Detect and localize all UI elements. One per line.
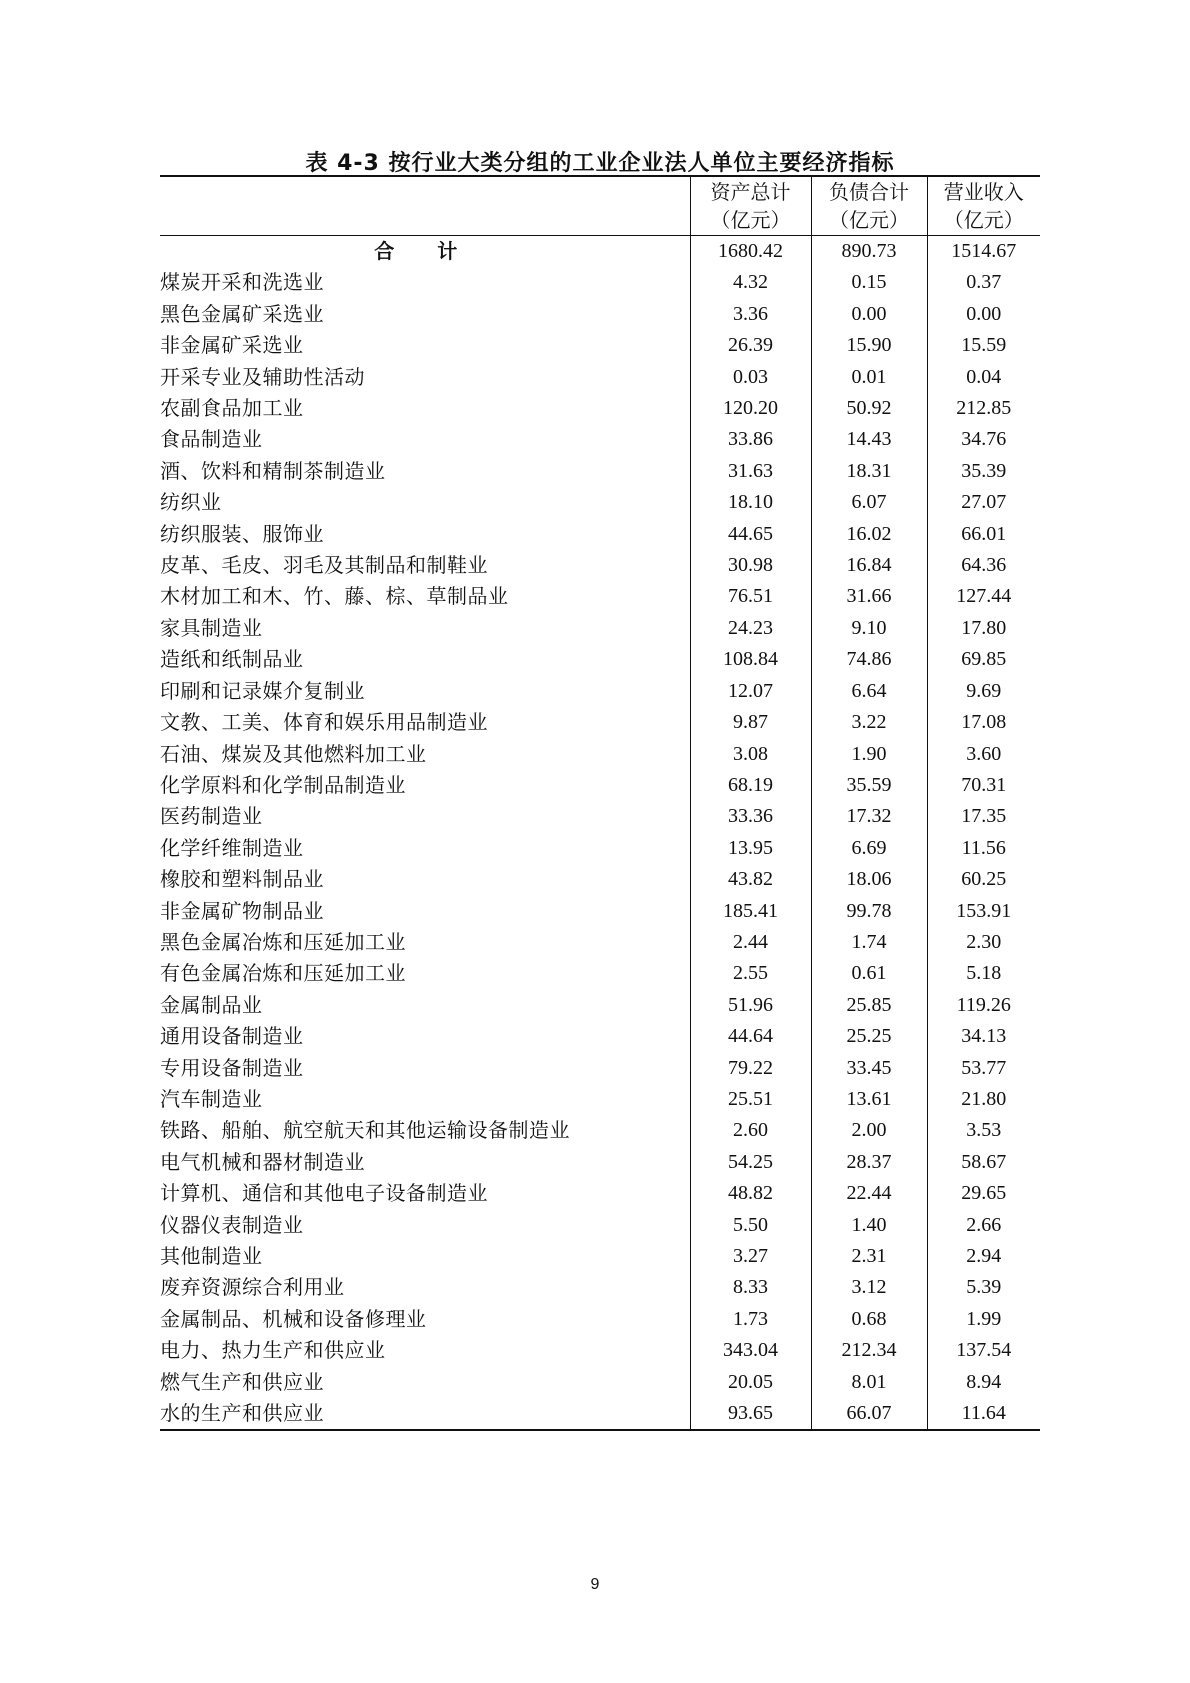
- assets-value: 120.20: [690, 393, 811, 424]
- liabilities-value: 13.61: [811, 1084, 927, 1115]
- table-row: [160, 739, 1040, 770]
- assets-value: 25.51: [690, 1084, 811, 1115]
- revenue-value: 17.35: [927, 801, 1040, 832]
- industry-name: 开采专业及辅助性活动: [160, 364, 365, 389]
- liabilities-value: 0.15: [811, 267, 927, 298]
- assets-value: 9.87: [690, 707, 811, 738]
- assets-value: 51.96: [690, 990, 811, 1021]
- industry-name: 燃气生产和供应业: [160, 1369, 324, 1394]
- revenue-value: 34.13: [927, 1021, 1040, 1052]
- liabilities-value: 3.12: [811, 1272, 927, 1303]
- table-row: [160, 1335, 1040, 1366]
- industry-name: 水的生产和供应业: [160, 1401, 324, 1426]
- header-industry: [160, 176, 690, 236]
- industry-name: 家具制造业: [160, 615, 263, 640]
- liabilities-value: 17.32: [811, 801, 927, 832]
- revenue-value: 11.56: [927, 833, 1040, 864]
- table-row: [160, 1084, 1040, 1115]
- revenue-value: 127.44: [927, 581, 1040, 612]
- liabilities-value: 74.86: [811, 644, 927, 675]
- assets-value: 1.73: [690, 1304, 811, 1335]
- revenue-value: 3.53: [927, 1115, 1040, 1146]
- industry-name: 铁路、船舶、航空航天和其他运输设备制造业: [160, 1118, 570, 1143]
- revenue-value: 60.25: [927, 864, 1040, 895]
- table-row: [160, 707, 1040, 738]
- liabilities-value: 16.02: [811, 519, 927, 550]
- revenue-value: 5.18: [927, 958, 1040, 989]
- liabilities-value: 2.31: [811, 1241, 927, 1272]
- revenue-value: 2.94: [927, 1241, 1040, 1272]
- revenue-value: 11.64: [927, 1398, 1040, 1430]
- revenue-value: 9.69: [927, 676, 1040, 707]
- header-revenue-unit: （亿元）: [943, 208, 1024, 232]
- liabilities-value: 8.01: [811, 1367, 927, 1398]
- industry-name: 非金属矿物制品业: [160, 898, 324, 923]
- industry-name: 电气机械和器材制造业: [160, 1149, 365, 1174]
- industry-name: 计算机、通信和其他电子设备制造业: [160, 1181, 488, 1206]
- industry-name: 黑色金属矿采选业: [160, 301, 324, 326]
- header-assets-unit: （亿元）: [710, 208, 791, 232]
- industry-name: 皮革、毛皮、羽毛及其制品和制鞋业: [160, 553, 488, 578]
- industry-name: 食品制造业: [160, 427, 263, 452]
- table-row: [160, 1147, 1040, 1178]
- table-row: [160, 958, 1040, 989]
- revenue-value: 2.66: [927, 1210, 1040, 1241]
- table-row: [160, 299, 1040, 330]
- revenue-value: 153.91: [927, 896, 1040, 927]
- revenue-value: 0.00: [927, 299, 1040, 330]
- liabilities-value: 9.10: [811, 613, 927, 644]
- assets-value: 44.64: [690, 1021, 811, 1052]
- table-row: [160, 1241, 1040, 1272]
- industry-name: 其他制造业: [160, 1244, 263, 1268]
- assets-value: 26.39: [690, 330, 811, 361]
- industry-name: 文教、工美、体育和娱乐用品制造业: [160, 710, 488, 735]
- table-row: [160, 833, 1040, 864]
- industry-name: 木材加工和木、竹、藤、棕、草制品业: [160, 584, 509, 609]
- assets-value: 8.33: [690, 1272, 811, 1303]
- assets-value: 343.04: [690, 1335, 811, 1366]
- table-row: [160, 801, 1040, 832]
- industry-name: 电力、热力生产和供应业: [160, 1338, 386, 1363]
- liabilities-value: 212.34: [811, 1335, 927, 1366]
- industry-name: 通用设备制造业: [160, 1024, 304, 1049]
- table-row: [160, 990, 1040, 1021]
- liabilities-value: 890.73: [811, 236, 927, 268]
- industry-name: 汽车制造业: [160, 1086, 263, 1111]
- assets-value: 43.82: [690, 864, 811, 895]
- assets-value: 33.36: [690, 801, 811, 832]
- revenue-value: 1514.67: [927, 236, 1040, 268]
- liabilities-value: 99.78: [811, 896, 927, 927]
- industry-name: 化学纤维制造业: [160, 835, 304, 860]
- assets-value: 3.36: [690, 299, 811, 330]
- industry-name: 酒、饮料和精制茶制造业: [160, 458, 386, 483]
- table-row: [160, 362, 1040, 393]
- industry-name: 废弃资源综合利用业: [160, 1275, 345, 1300]
- header-assets-label: 资产总计: [710, 180, 791, 204]
- revenue-value: 17.80: [927, 613, 1040, 644]
- table-row: [160, 519, 1040, 550]
- table-row: [160, 330, 1040, 361]
- header-assets: [690, 176, 811, 236]
- table-row: [160, 1021, 1040, 1052]
- liabilities-value: 18.31: [811, 456, 927, 487]
- assets-value: 185.41: [690, 896, 811, 927]
- table-row: [160, 1210, 1040, 1241]
- industry-name: 黑色金属冶炼和压延加工业: [160, 929, 406, 954]
- table-row: [160, 644, 1040, 675]
- revenue-value: 17.08: [927, 707, 1040, 738]
- header-revenue-label: 营业收入: [943, 180, 1024, 204]
- header-liabilities-label: 负债合计: [829, 180, 909, 204]
- liabilities-value: 14.43: [811, 424, 927, 455]
- revenue-value: 137.54: [927, 1335, 1040, 1366]
- assets-value: 5.50: [690, 1210, 811, 1241]
- liabilities-value: 25.85: [811, 990, 927, 1021]
- assets-value: 68.19: [690, 770, 811, 801]
- liabilities-value: 50.92: [811, 393, 927, 424]
- industry-name: 仪器仪表制造业: [160, 1212, 304, 1237]
- total-label: 合 计: [374, 239, 476, 263]
- assets-value: 2.55: [690, 958, 811, 989]
- liabilities-value: 18.06: [811, 864, 927, 895]
- liabilities-value: 6.64: [811, 676, 927, 707]
- total-row: [160, 236, 1040, 268]
- liabilities-value: 16.84: [811, 550, 927, 581]
- industry-name: 非金属矿采选业: [160, 333, 304, 358]
- industry-name: 造纸和纸制品业: [160, 647, 304, 672]
- table-header-row: [160, 176, 1040, 236]
- revenue-value: 1.99: [927, 1304, 1040, 1335]
- liabilities-value: 1.74: [811, 927, 927, 958]
- liabilities-value: 25.25: [811, 1021, 927, 1052]
- assets-value: 0.03: [690, 362, 811, 393]
- industry-name: 煤炭开采和洗选业: [160, 270, 324, 295]
- revenue-value: 3.60: [927, 739, 1040, 770]
- revenue-value: 0.37: [927, 267, 1040, 298]
- liabilities-value: 2.00: [811, 1115, 927, 1146]
- assets-value: 54.25: [690, 1147, 811, 1178]
- assets-value: 108.84: [690, 644, 811, 675]
- assets-value: 20.05: [690, 1367, 811, 1398]
- revenue-value: 119.26: [927, 990, 1040, 1021]
- liabilities-value: 28.37: [811, 1147, 927, 1178]
- industry-name: 化学原料和化学制品制造业: [160, 772, 406, 797]
- table-row: [160, 864, 1040, 895]
- assets-value: 33.86: [690, 424, 811, 455]
- industry-name: 专用设备制造业: [160, 1055, 304, 1080]
- liabilities-value: 0.68: [811, 1304, 927, 1335]
- industry-name: 纺织服装、服饰业: [160, 521, 324, 546]
- revenue-value: 212.85: [927, 393, 1040, 424]
- table-row: [160, 613, 1040, 644]
- industry-name: 纺织业: [160, 490, 222, 515]
- liabilities-value: 15.90: [811, 330, 927, 361]
- assets-value: 1680.42: [690, 236, 811, 268]
- assets-value: 48.82: [690, 1178, 811, 1209]
- header-liabilities: [811, 176, 927, 236]
- table-row: [160, 1115, 1040, 1146]
- revenue-value: 70.31: [927, 770, 1040, 801]
- revenue-value: 69.85: [927, 644, 1040, 675]
- assets-value: 76.51: [690, 581, 811, 612]
- assets-value: 3.08: [690, 739, 811, 770]
- revenue-value: 27.07: [927, 487, 1040, 518]
- assets-value: 24.23: [690, 613, 811, 644]
- liabilities-value: 3.22: [811, 707, 927, 738]
- table-row: [160, 424, 1040, 455]
- table-row: [160, 550, 1040, 581]
- assets-value: 2.60: [690, 1115, 811, 1146]
- table-row: [160, 393, 1040, 424]
- industry-name: 金属制品业: [160, 992, 263, 1017]
- assets-value: 30.98: [690, 550, 811, 581]
- industry-name: 医药制造业: [160, 804, 263, 829]
- revenue-value: 2.30: [927, 927, 1040, 958]
- industry-name: 有色金属冶炼和压延加工业: [160, 961, 406, 986]
- table-row: [160, 770, 1040, 801]
- revenue-value: 66.01: [927, 519, 1040, 550]
- liabilities-value: 1.40: [811, 1210, 927, 1241]
- page-number: 9: [590, 1576, 600, 1593]
- revenue-value: 53.77: [927, 1053, 1040, 1084]
- revenue-value: 29.65: [927, 1178, 1040, 1209]
- assets-value: 13.95: [690, 833, 811, 864]
- revenue-value: 64.36: [927, 550, 1040, 581]
- industry-name: 石油、煤炭及其他燃料加工业: [160, 741, 427, 766]
- liabilities-value: 6.69: [811, 833, 927, 864]
- table-row: [160, 1367, 1040, 1398]
- table-row: [160, 456, 1040, 487]
- revenue-value: 21.80: [927, 1084, 1040, 1115]
- table-title: 表 4-3 按行业大类分组的工业企业法人单位主要经济指标: [305, 151, 895, 176]
- industry-name: 橡胶和塑料制品业: [160, 867, 324, 892]
- liabilities-value: 31.66: [811, 581, 927, 612]
- assets-value: 2.44: [690, 927, 811, 958]
- liabilities-value: 33.45: [811, 1053, 927, 1084]
- industry-name: 印刷和记录媒介复制业: [160, 678, 365, 703]
- industry-name: 金属制品、机械和设备修理业: [160, 1306, 427, 1331]
- assets-value: 3.27: [690, 1241, 811, 1272]
- table-row: [160, 1398, 1040, 1430]
- economic-indicators-table: [160, 175, 1040, 1431]
- revenue-value: 0.04: [927, 362, 1040, 393]
- liabilities-value: 6.07: [811, 487, 927, 518]
- liabilities-value: 1.90: [811, 739, 927, 770]
- assets-value: 93.65: [690, 1398, 811, 1430]
- table-row: [160, 1053, 1040, 1084]
- revenue-value: 58.67: [927, 1147, 1040, 1178]
- table-row: [160, 676, 1040, 707]
- table-row: [160, 581, 1040, 612]
- header-liabilities-unit: （亿元）: [829, 208, 909, 232]
- assets-value: 31.63: [690, 456, 811, 487]
- liabilities-value: 35.59: [811, 770, 927, 801]
- revenue-value: 34.76: [927, 424, 1040, 455]
- liabilities-value: 66.07: [811, 1398, 927, 1430]
- revenue-value: 8.94: [927, 1367, 1040, 1398]
- liabilities-value: 0.00: [811, 299, 927, 330]
- industry-name: 农副食品加工业: [160, 396, 304, 421]
- table-row: [160, 896, 1040, 927]
- table-row: [160, 1272, 1040, 1303]
- revenue-value: 5.39: [927, 1272, 1040, 1303]
- table-row: [160, 1304, 1040, 1335]
- table-body: [160, 236, 1040, 1431]
- liabilities-value: 0.01: [811, 362, 927, 393]
- assets-value: 44.65: [690, 519, 811, 550]
- table-row: [160, 1178, 1040, 1209]
- assets-value: 12.07: [690, 676, 811, 707]
- assets-value: 79.22: [690, 1053, 811, 1084]
- table-row: [160, 927, 1040, 958]
- liabilities-value: 22.44: [811, 1178, 927, 1209]
- assets-value: 4.32: [690, 267, 811, 298]
- header-revenue: [927, 176, 1040, 236]
- table-row: [160, 487, 1040, 518]
- liabilities-value: 0.61: [811, 958, 927, 989]
- assets-value: 18.10: [690, 487, 811, 518]
- revenue-value: 35.39: [927, 456, 1040, 487]
- table-row: [160, 267, 1040, 298]
- revenue-value: 15.59: [927, 330, 1040, 361]
